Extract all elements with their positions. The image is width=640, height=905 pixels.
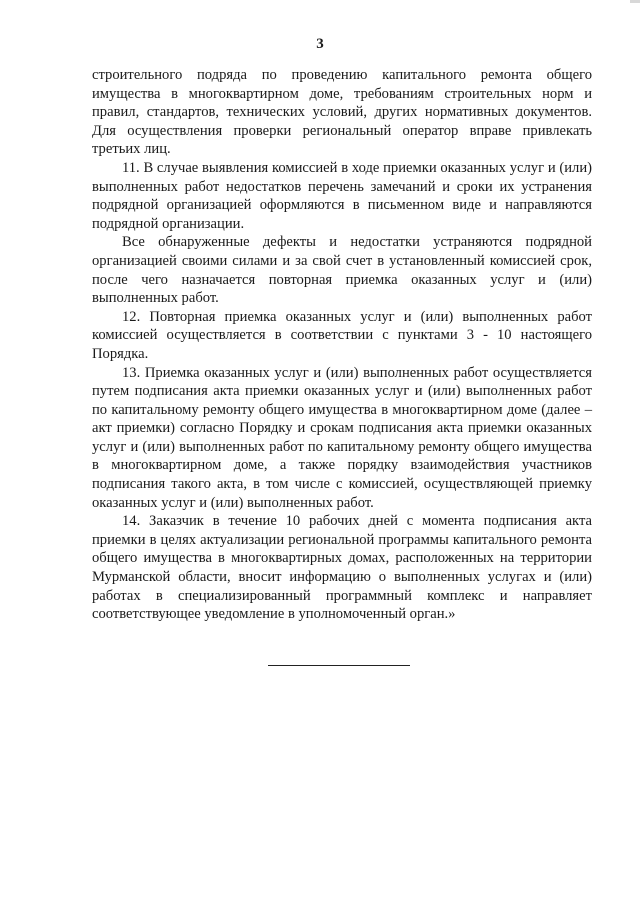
paragraph-defects: Все обнаруженные дефекты и недостатки устраняются подрядной организацией своими силами и за свой счет в установленный комиссией срок, после чего назначается повторная приемка оказанных услуг и (или) выполненных работ.	[92, 234, 592, 307]
paragraph-continuation: строительного подряда по проведению капитального ремонта общего имущества в многоквартирном доме, требованиям строительных норм и правил, стандартов, технических условий, других нормативных документов. Для осуществления проверки региональный оператор вправе привлекать третьих лиц.	[92, 67, 592, 158]
paragraph-item-13: 13. Приемка оказанных услуг и (или) выполненных работ осуществляется путем подписания акта приемки оказанных услуг и (или) выполненных работ по капитальному ремонту общего имущества в многоквартирном доме (далее – акт приемки) согласно Порядку и срокам подписания акта приемки оказанных услуг и (или) выполненных работ по капитальному ремонту общего имущества в многоквартирном доме, а также порядку взаимодействия участников подписания такого акта, в том числе с комиссией, осуществляющей приемку оказанных услуг и (или) выполненных работ.	[92, 364, 592, 511]
document-body	[92, 66, 592, 624]
paragraph-item-11: 11. В случае выявления комиссией в ходе приемки оказанных услуг и (или) выполненных работ недостатков перечень замечаний и сроки их устранения подрядной организацией оформляются в письменном виде и направляются подрядной организации.	[92, 159, 592, 232]
page-number: 3	[316, 36, 324, 52]
paragraph-item-12: 12. Повторная приемка оказанных услуг и (или) выполненных работ комиссией осуществляется в соответствии с пунктами 3 - 10 настоящего Порядка.	[92, 308, 592, 362]
paragraph-item-14: 14. Заказчик в течение 10 рабочих дней с момента подписания акта приемки в целях актуализации региональной программы капитального ремонта общего имущества в многоквартирных домах, расположенных на территории Мурманской области, вносит информацию о выполненных услугах и (или) работах в специализированный программный комплекс и направляет соответствующее уведомление в уполномоченный орган.»	[92, 513, 592, 623]
closing-divider-line	[268, 665, 410, 666]
scan-artifact	[630, 0, 640, 3]
